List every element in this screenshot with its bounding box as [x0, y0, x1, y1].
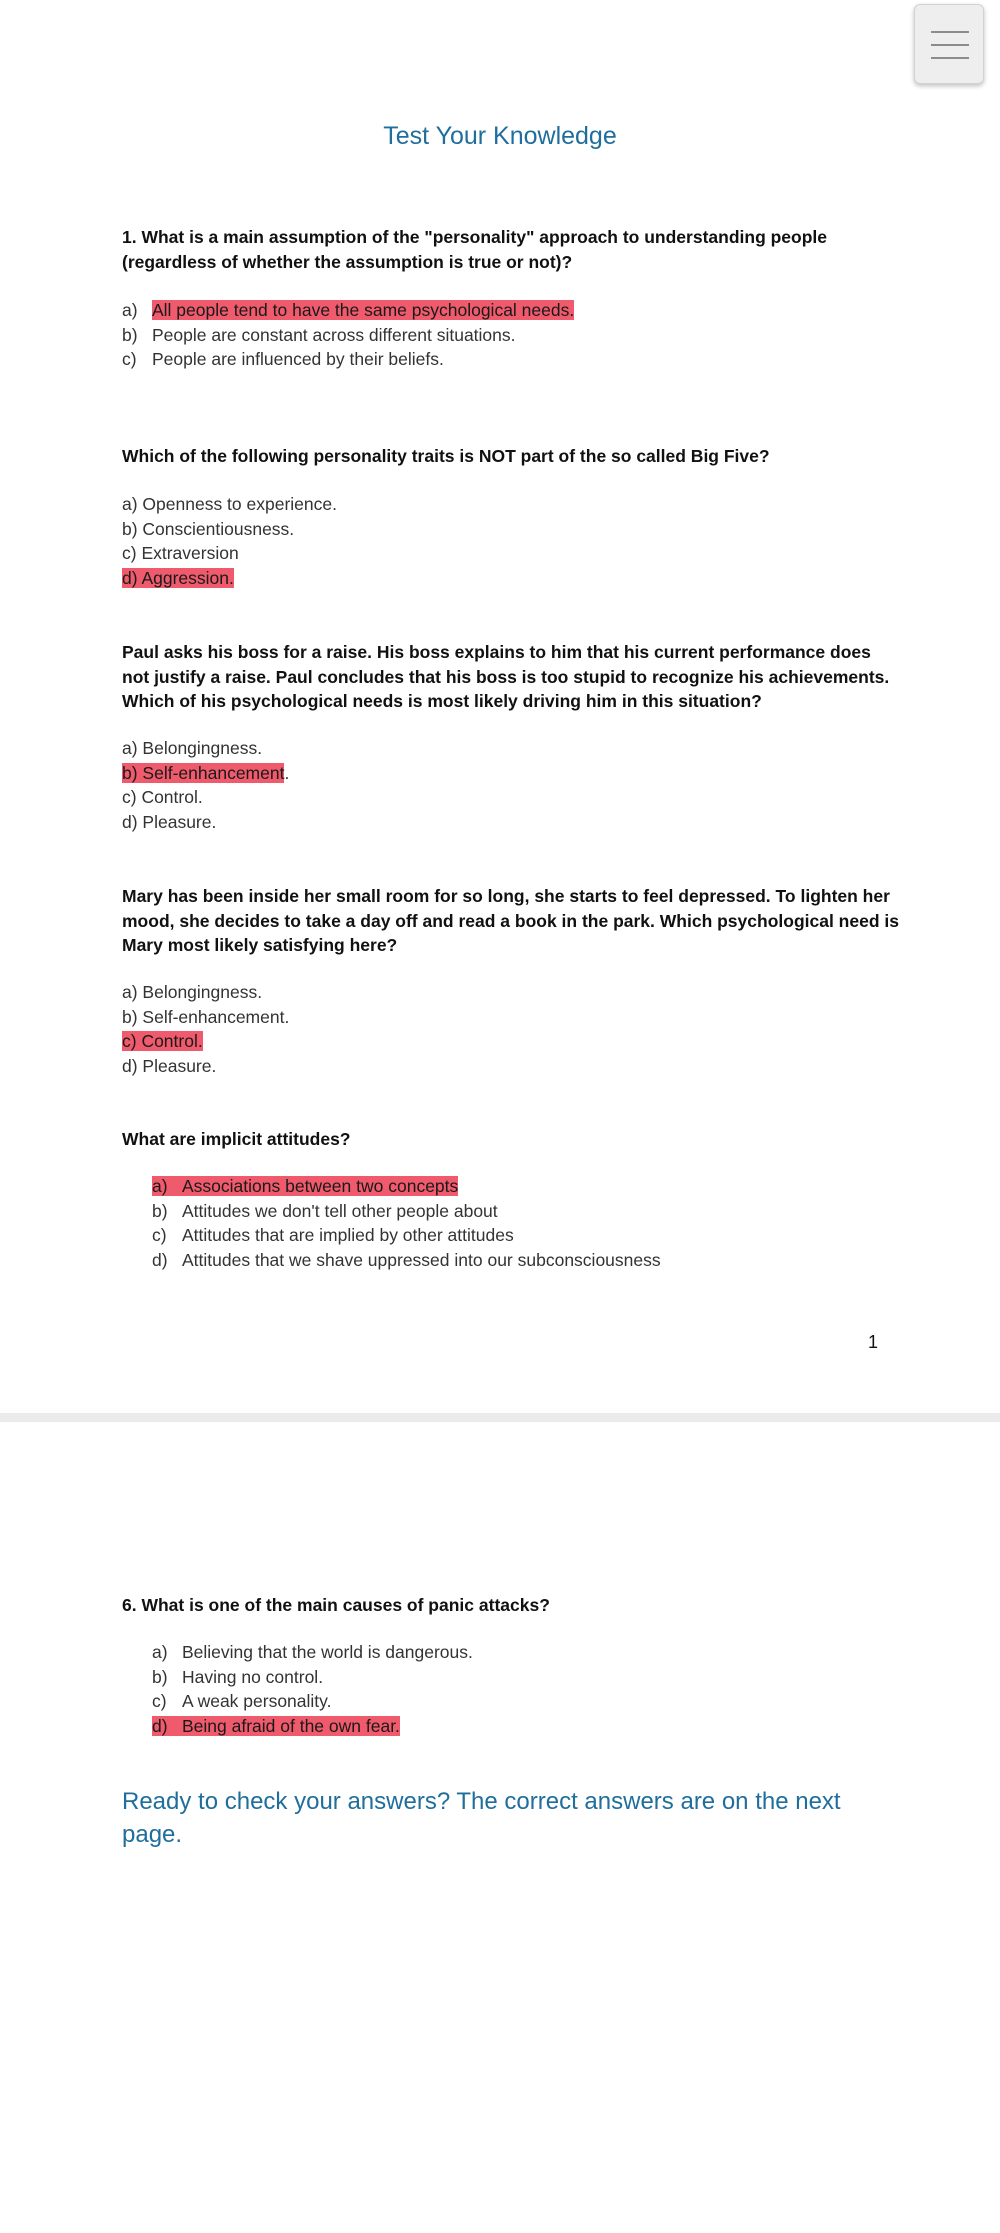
- page-number: 1: [868, 1332, 879, 1352]
- answer-3b: [122, 761, 902, 786]
- answer-text: d) Pleasure.: [122, 1055, 217, 1076]
- answer-5b: [152, 1199, 932, 1224]
- question-6: 6. What is one of the main causes of panic attacks?: [122, 1595, 550, 1615]
- answer-text: Attitudes we don't tell other people about: [182, 1200, 498, 1221]
- answer-list-4: [122, 980, 902, 1078]
- answer-text: Attitudes that are implied by other attitudes: [182, 1225, 514, 1245]
- answer-2a: [122, 492, 902, 517]
- answer-text: a) Openness to experience.: [122, 494, 337, 514]
- answer-3d: [122, 810, 902, 835]
- answer-text: b) Self-enhancement.: [122, 1006, 290, 1027]
- answer-letter: a): [122, 300, 138, 320]
- answer-letter: b): [152, 1666, 168, 1687]
- question-4: Mary has been inside her small room for so long, she starts to feel depressed. To lighten her mood, she decides to take a day off and read a book in the park. Which psychological need is Mary most likely satisfying here?: [122, 886, 899, 955]
- answer-letter: c): [152, 1225, 167, 1245]
- answer-list-2: [122, 492, 902, 590]
- question-1: 1. What is a main assumption of the "personality" approach to understanding people (regardless of whether the assumption is true or not)?: [122, 227, 828, 272]
- answer-suffix: .: [284, 762, 290, 783]
- answer-2c: [122, 541, 902, 566]
- closing-message: Ready to check your answers? The correct answers are on the next page.: [122, 1788, 841, 1848]
- answer-list-5: [152, 1174, 932, 1272]
- answer-4a: [122, 980, 902, 1005]
- answer-text: c) Extraversion: [122, 543, 239, 563]
- answer-letter: a): [152, 1176, 168, 1196]
- answer-1b: [122, 323, 902, 348]
- document-title: Test Your Knowledge: [383, 122, 617, 150]
- answer-text: People are influenced by their beliefs.: [152, 349, 444, 369]
- answer-text: Associations between two concepts: [182, 1176, 459, 1196]
- answer-2b: [122, 517, 902, 542]
- answer-1c: [122, 347, 902, 372]
- answer-text: a) Belongingness.: [122, 738, 263, 758]
- answer-text: People are constant across different situations.: [152, 324, 516, 345]
- answer-5d: [152, 1248, 932, 1273]
- menu-button[interactable]: [914, 4, 984, 84]
- question-3: Paul asks his boss for a raise. His boss explains to him that his current performance does not justify a raise. Paul concludes that his boss is too stupid to recognize his achievements. Which of his psychological needs is most likely driving him in this situation?: [122, 642, 890, 711]
- answer-text: d) Pleasure.: [122, 811, 217, 832]
- correct-answer-highlight: All people tend to have the same psychological needs.: [152, 300, 575, 320]
- answer-text: Attitudes that we shave uppressed into our subconsciousness: [182, 1249, 661, 1270]
- answer-letter: a): [152, 1642, 168, 1662]
- answer-4d: [122, 1054, 902, 1079]
- answer-6c: [152, 1689, 932, 1714]
- answer-6d: [152, 1714, 932, 1739]
- correct-answer-highlight: b) Self-enhancement: [122, 762, 285, 783]
- answer-3c: [122, 785, 902, 810]
- answer-text: Believing that the world is dangerous.: [182, 1642, 473, 1662]
- answer-text: Having no control.: [182, 1666, 324, 1687]
- question-5: What are implicit attitudes?: [122, 1129, 351, 1149]
- answer-6a: [152, 1640, 932, 1665]
- correct-answer-highlight: c) Control.: [122, 1031, 203, 1051]
- answer-list-3: [122, 736, 902, 834]
- answer-text: b) Conscientiousness.: [122, 518, 295, 539]
- correct-answer-highlight: [152, 1716, 400, 1736]
- answer-text: Being afraid of the own fear.: [182, 1715, 400, 1736]
- correct-answer-highlight: d) Aggression.: [122, 567, 234, 588]
- answer-2d: [122, 566, 902, 591]
- answer-letter: d): [152, 1715, 168, 1736]
- answer-5c: [152, 1223, 932, 1248]
- answer-4c: [122, 1029, 902, 1054]
- answer-text: A weak personality.: [182, 1691, 332, 1711]
- answer-letter: b): [122, 324, 138, 345]
- question-2: Which of the following personality traits is NOT part of the so called Big Five?: [122, 446, 770, 466]
- answer-6b: [152, 1665, 932, 1690]
- answer-1a: [122, 298, 902, 323]
- answer-letter: c): [152, 1691, 167, 1711]
- answer-5a: [152, 1174, 932, 1199]
- answer-letter: d): [152, 1249, 168, 1270]
- answer-letter: c): [122, 349, 137, 369]
- answer-text: a) Belongingness.: [122, 982, 263, 1002]
- answer-text: c) Control.: [122, 787, 203, 807]
- answer-3a: [122, 736, 902, 761]
- answer-list-1: [122, 298, 902, 372]
- answer-4b: [122, 1005, 902, 1030]
- correct-answer-highlight: [152, 1176, 458, 1196]
- page-separator: [0, 1413, 1000, 1422]
- answer-letter: b): [152, 1200, 168, 1221]
- answer-list-6: [152, 1640, 932, 1738]
